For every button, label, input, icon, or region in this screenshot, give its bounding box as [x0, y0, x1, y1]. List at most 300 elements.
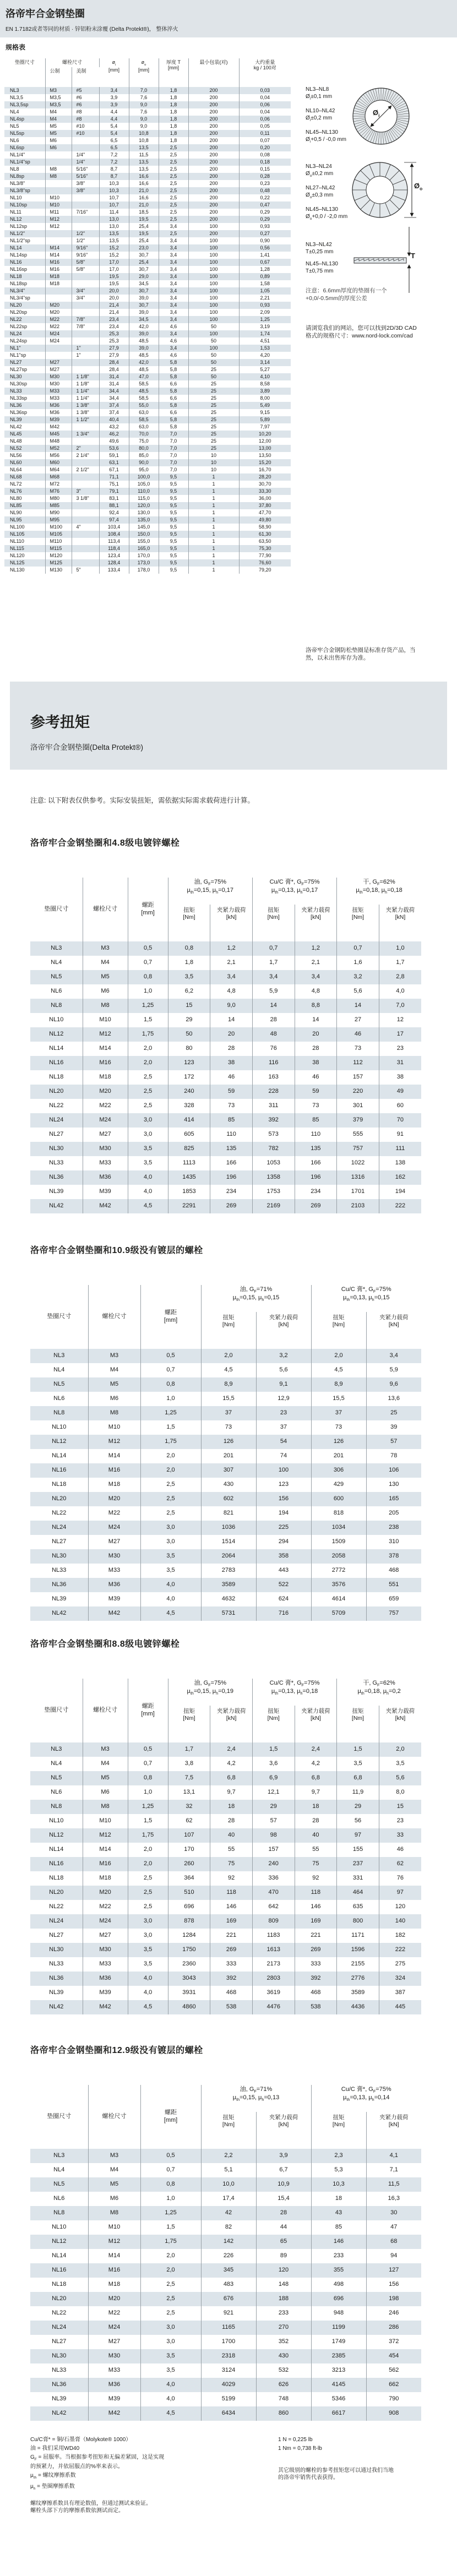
table-cell: 0,7 [252, 941, 295, 956]
table-cell: M30 [83, 1142, 128, 1156]
table-cell: NL5 [30, 1771, 83, 1785]
table-cell: 123,4 [99, 552, 129, 559]
table-row [4, 209, 291, 216]
table-cell: M6 [45, 137, 72, 144]
table-row [30, 2321, 421, 2335]
table-cell: 8,7 [99, 173, 129, 180]
table-cell: M12 [83, 1828, 128, 1843]
table-cell: 5,8 [159, 416, 188, 423]
table-cell: NL14 [30, 1449, 88, 1463]
table-row [30, 1142, 421, 1156]
table-cell: 3/8" [72, 187, 99, 194]
table-cell: 3,0 [140, 1535, 201, 1549]
table-cell: 1,5 [252, 1742, 295, 1757]
table-cell: M3 [88, 1349, 140, 1363]
table-row [4, 216, 291, 223]
table-cell: M3 [45, 87, 72, 94]
table-cell [72, 337, 99, 345]
table-cell: 3,0 [128, 1128, 168, 1142]
table-cell: 4,6 [159, 323, 188, 330]
table-cell: 200 [188, 194, 239, 201]
table-cell: 145,0 [129, 524, 159, 531]
table-cell: 42 [201, 2206, 256, 2220]
table-cell: 200 [188, 187, 239, 194]
table-cell: 15 [168, 999, 210, 1013]
table-cell: M72 [45, 481, 72, 488]
table-cell: 1 1/4" [72, 388, 99, 395]
table-row [30, 2177, 421, 2192]
table-cell: 21,4 [99, 302, 129, 309]
table-cell: M4 [45, 116, 72, 123]
table-cell: 97,4 [99, 516, 129, 524]
table-cell: 39,0 [129, 345, 159, 352]
col-torque: 扭矩 [Nm] [337, 905, 379, 941]
table-cell: 28,4 [99, 359, 129, 366]
table-cell: 0,5 [128, 1742, 168, 1757]
table-cell: 75 [295, 1857, 337, 1871]
table-cell: M6 [83, 1785, 128, 1800]
table-cell: 9,5 [159, 502, 188, 509]
footer-note: $\mu_h$ = 垫圈摩擦系数 [30, 2484, 75, 2491]
table-cell: 95,0 [129, 466, 159, 473]
table-cell: 4476 [252, 2000, 295, 2014]
table-row [4, 266, 291, 273]
table-cell: M4 [83, 956, 128, 970]
table-cell [72, 552, 99, 559]
table-cell: 194 [395, 1188, 406, 1195]
table-row [4, 137, 291, 144]
table-row [30, 1478, 421, 1492]
table-cell: NL14 [30, 1042, 83, 1056]
table-cell: 222 [395, 1202, 406, 1210]
table-cell: 3,4 [252, 970, 295, 984]
table-cell: 135 [210, 1142, 253, 1156]
table-cell [72, 216, 99, 223]
table-cell: M14 [88, 2249, 140, 2263]
table-cell: 1199 [311, 2321, 366, 2335]
table-cell [72, 559, 99, 567]
table-row [30, 1886, 421, 1900]
table-cell: 2,5 [128, 1871, 168, 1886]
table-cell: 148 [256, 2278, 311, 2292]
table-cell: M6 [83, 984, 128, 999]
table-cell: 67,1 [99, 466, 129, 473]
table-cell: 37 [256, 1420, 311, 1435]
table-cell: 120,0 [129, 502, 159, 509]
table-cell: 1,8 [159, 123, 188, 130]
table-cell: 25 [188, 438, 239, 445]
table-cell: 31,4 [99, 380, 129, 388]
table-cell: 100 [188, 309, 239, 316]
table-cell: 6,6 [159, 395, 188, 402]
table-row [4, 316, 291, 323]
table-cell: 3619 [252, 1986, 295, 2000]
col-bolt-size: 螺栓尺寸 [88, 1285, 140, 1349]
table-cell: 7,5 [168, 1771, 210, 1785]
table-cell: NL42 [30, 2406, 88, 2421]
table-cell [72, 359, 99, 366]
table-row [30, 2000, 421, 2014]
table-cell: M18 [45, 273, 72, 280]
footer-note: 1 N = 0,225 lb [278, 2437, 313, 2443]
table-row [4, 395, 291, 402]
table-cell: 624 [256, 1592, 311, 1606]
table-cell: 3,9 [99, 101, 129, 108]
table-cell: 3931 [168, 1986, 210, 2000]
table-cell: 18 [295, 1800, 337, 1814]
table-cell: NL16 [30, 1056, 83, 1070]
table-cell: 200 [188, 166, 239, 173]
table-cell: 3,2 [337, 970, 379, 984]
table-cell: 169 [295, 1914, 337, 1929]
table-cell: 0,27 [260, 231, 270, 237]
table-cell: NL8 [30, 1406, 88, 1420]
table-cell: 809 [252, 1914, 295, 1929]
table-cell: 59,1 [99, 452, 129, 459]
table-cell: 40 [210, 1828, 253, 1843]
table-cell: 676 [201, 2292, 256, 2306]
table-cell: 269 [295, 1199, 337, 1213]
table-cell: 80,0 [129, 445, 159, 452]
table-cell: 50 [188, 352, 239, 359]
table-cell: 4029 [201, 2378, 256, 2392]
col-torque: 扭矩 [Nm] [168, 905, 210, 941]
table-cell: 163 [252, 1070, 295, 1085]
table-cell: 28,20 [259, 474, 271, 480]
table-cell: 9,1 [256, 1377, 311, 1392]
table-row [30, 1957, 421, 1972]
table-cell [45, 230, 72, 237]
table-cell: 30,7 [129, 287, 159, 295]
table-cell: 8,58 [260, 381, 270, 387]
table-row [4, 280, 291, 287]
table-cell: 1 [188, 545, 239, 552]
table-cell: 6,8 [210, 1771, 253, 1785]
table-cell: 100,0 [129, 473, 159, 481]
table-cell: 1 3/8" [72, 409, 99, 416]
table-cell: 228 [252, 1085, 295, 1099]
col-pitch: 螺距 [mm] [140, 2085, 201, 2149]
table-cell: 13,6 [388, 1395, 400, 1402]
table-cell: 2,5 [159, 151, 188, 159]
table-cell: 28 [295, 1814, 337, 1828]
table-cell: 5709 [311, 1606, 366, 1621]
table-cell: M27 [83, 1929, 128, 1943]
table-cell: 15 [396, 1803, 404, 1810]
cad-download-note: 请浏览我们的网站，您可以找到2D/3D CAD 格式的规格尺寸：www.nord-lock.com/cad [306, 325, 417, 339]
table-cell: NL18 [30, 1070, 83, 1085]
table-row [30, 1113, 421, 1128]
table-cell: 392 [210, 1972, 253, 1986]
table-cell: 0,29 [260, 216, 270, 222]
footer-note: $\mu_{th}$ = 螺纹摩擦系数 [30, 2472, 76, 2480]
table-cell: NL42 [30, 1199, 83, 1213]
table-cell: 85,0 [129, 452, 159, 459]
table-cell: NL6 [30, 1785, 83, 1800]
table-cell: NL130 [4, 567, 45, 574]
table-cell: 3,4 [99, 87, 129, 94]
table-cell: NL60 [4, 459, 45, 466]
table-row [4, 273, 291, 280]
table-cell: 286 [389, 2324, 399, 2331]
table-cell: 0,04 [260, 95, 270, 101]
table-cell: 0,15 [260, 166, 270, 172]
table-cell: 1,0 [128, 1785, 168, 1800]
table-cell: 9,6 [389, 1381, 398, 1388]
table-cell [72, 137, 99, 144]
table-row [30, 1742, 421, 1757]
table-cell: NL18 [4, 273, 45, 280]
table-row [30, 1871, 421, 1886]
table-row [4, 423, 291, 431]
table-cell: 237 [337, 1857, 379, 1871]
torque-table-block-4-8 [30, 836, 421, 1213]
table-cell: 3,4 [159, 259, 188, 266]
table-row [4, 516, 291, 524]
table-cell: 234 [210, 1185, 253, 1199]
table-cell: 198 [389, 2295, 399, 2302]
table-cell: 2,5 [140, 2292, 201, 2306]
spec-table [4, 58, 291, 574]
table-cell [72, 509, 99, 516]
table-row [30, 2163, 421, 2177]
table-cell: 0,47 [260, 202, 270, 208]
table-cell: 1053 [252, 1156, 295, 1170]
table-row [4, 402, 291, 409]
table-cell: 38 [295, 1056, 337, 1070]
table-cell: 1701 [337, 1185, 379, 1199]
footer-conversions [278, 2436, 443, 2483]
table-cell: 1 1/8" [72, 373, 99, 380]
table-cell: 196 [295, 1170, 337, 1185]
table-cell: 20 [295, 1027, 337, 1042]
table-cell: NL18 [30, 1478, 88, 1492]
table-cell: 246 [389, 2310, 399, 2317]
table-cell: NL110 [4, 538, 45, 545]
table-cell: 38 [396, 1074, 404, 1081]
table-cell: 79,1 [99, 488, 129, 495]
table-cell: M20 [88, 1492, 140, 1506]
table-cell: 220 [337, 1085, 379, 1099]
table-cell: 551 [389, 1581, 399, 1588]
table-cell: 105,0 [129, 481, 159, 488]
table-cell: 73 [295, 1099, 337, 1113]
table-cell: 3,4 [210, 970, 253, 984]
table-cell: M22 [45, 316, 72, 323]
table-cell: M8 [83, 999, 128, 1013]
table-cell: 29 [337, 1800, 379, 1814]
table-cell: 3,4 [159, 273, 188, 280]
table-cell: 2173 [252, 1957, 295, 1972]
table-cell: M36 [83, 1170, 128, 1185]
table-cell: 821 [201, 1506, 256, 1521]
table-cell: 92 [210, 1871, 253, 1886]
table-cell: 17,0 [99, 259, 129, 266]
table-cell: 110,0 [129, 488, 159, 495]
washer-dimension-diagrams [347, 83, 457, 297]
table-cell: 28 [295, 1042, 337, 1056]
table-cell: 3,4 [159, 295, 188, 302]
table-cell [45, 151, 72, 159]
table-cell: 4145 [311, 2378, 366, 2392]
table-cell: 1 [188, 559, 239, 567]
table-cell: 3,4 [159, 330, 188, 337]
table-cell: NL36 [30, 1972, 83, 1986]
table-cell: 5/8" [72, 259, 99, 266]
table-cell: 1/2" [72, 230, 99, 237]
table-cell: 1,75 [140, 1435, 201, 1449]
table-cell: 166 [210, 1156, 253, 1170]
table-cell: 75,0 [129, 438, 159, 445]
table-cell: 28 [210, 1814, 253, 1828]
table-cell: 5,4 [99, 130, 129, 137]
table-cell: 115,0 [129, 495, 159, 502]
table-cell: 50 [188, 337, 239, 345]
table-cell: 140 [395, 1918, 406, 1925]
table-cell: 100 [188, 237, 239, 244]
table-cell: 1753 [252, 1185, 295, 1199]
table-row [4, 473, 291, 481]
table-cell: 2058 [311, 1549, 366, 1564]
table-cell: 40 [295, 1828, 337, 1843]
table-cell: M10 [88, 2220, 140, 2235]
table-cell: 1" [72, 352, 99, 359]
table-cell: 3/4" [72, 295, 99, 302]
table-cell: 2,2 [201, 2149, 256, 2163]
table-cell: 1 [188, 488, 239, 495]
table-row [4, 101, 291, 108]
footer-note: 1 Nm = 0,738 ft-lb [278, 2446, 322, 2452]
table-cell: NL36 [30, 2378, 88, 2392]
table-cell: 23 [396, 1045, 404, 1052]
table-cell: 13,5 [129, 159, 159, 166]
table-cell: M48 [45, 438, 72, 445]
table-cell: 182 [395, 1932, 406, 1939]
table-cell: 1,75 [140, 2235, 201, 2249]
torque-table [30, 878, 421, 1213]
table-cell: 19,5 [99, 273, 129, 280]
table-cell: 3213 [311, 2363, 366, 2378]
table-cell: NL5 [4, 123, 45, 130]
table-cell: NL3 [30, 1742, 83, 1757]
table-cell: M8 [88, 1406, 140, 1420]
table-cell: NL42 [30, 2000, 83, 2014]
table-cell: #10 [72, 123, 99, 130]
table-cell: 1 [188, 567, 239, 574]
table-cell: 355 [311, 2263, 366, 2278]
table-cell: M10 [45, 201, 72, 209]
table-cell: 4860 [168, 2000, 210, 2014]
table-cell: 7/16" [72, 209, 99, 216]
table-cell: 48,5 [129, 388, 159, 395]
table-row [4, 144, 291, 151]
table-cell: NL6sp [4, 144, 45, 151]
table-cell: 2169 [252, 1199, 295, 1213]
table-cell: 100 [188, 302, 239, 309]
table-row [30, 1013, 421, 1027]
table-cell: 58,5 [129, 380, 159, 388]
table-cell: 13,50 [259, 453, 271, 459]
table-cell: 2,0 [201, 1349, 256, 1363]
table-cell [72, 545, 99, 552]
table-cell: 150,0 [129, 531, 159, 538]
table-cell: 15,5 [201, 1392, 256, 1406]
table-cell: NL5 [30, 2177, 88, 2192]
col-torque: 扭矩 [Nm] [311, 1312, 366, 1349]
table-row [4, 409, 291, 416]
table-cell: M3 [83, 1742, 128, 1757]
table-cell: M27 [83, 1128, 128, 1142]
table-cell: 112 [337, 1056, 379, 1070]
table-cell: 600 [311, 1492, 366, 1506]
table-cell: 0,7 [128, 1757, 168, 1771]
table-cell: 9,5 [159, 473, 188, 481]
table-cell: 200 [188, 144, 239, 151]
table-cell: M5 [88, 2177, 140, 2192]
table-cell: 15,2 [99, 252, 129, 259]
col-pitch: 螺距 [mm] [140, 1285, 201, 1349]
table-cell: 331 [337, 1871, 379, 1886]
table-cell: 130,0 [129, 509, 159, 516]
table-cell: 3,89 [260, 388, 270, 394]
table-cell: NL6 [30, 2192, 88, 2206]
table-cell: 1,5 [140, 1420, 201, 1435]
table-cell: M22 [45, 323, 72, 330]
table-row [30, 1771, 421, 1785]
table-cell: 55,0 [129, 402, 159, 409]
table-cell: 142 [201, 2235, 256, 2249]
table-cell: 2,0 [140, 1463, 201, 1478]
table-cell: 790 [389, 2395, 399, 2403]
table-cell: M42 [83, 1199, 128, 1213]
table-cell: NL16sp [4, 266, 45, 273]
table-cell: NL3 [30, 941, 83, 956]
table-cell: 7,6 [129, 94, 159, 101]
table-cell: 4,6 [159, 352, 188, 359]
table-cell: 18 [311, 2192, 366, 2206]
table-cell: M5 [45, 123, 72, 130]
table-cell [72, 438, 99, 445]
table-cell: 2,0 [140, 2263, 201, 2278]
table-cell: 15,20 [259, 460, 271, 466]
table-cell: 5199 [201, 2392, 256, 2406]
table-cell: M39 [88, 2392, 140, 2406]
table-cell: 71,1 [99, 473, 129, 481]
table-row [30, 1392, 421, 1406]
table-cell: 7,0 [159, 466, 188, 473]
table-cell: NL4 [30, 2163, 88, 2177]
table-cell: 800 [337, 1914, 379, 1929]
table-cell: 324 [395, 1975, 406, 1982]
table-cell: 2,5 [128, 1070, 168, 1085]
table-cell: 12,9 [256, 1392, 311, 1406]
table-cell: 200 [188, 137, 239, 144]
table-cell: 1358 [252, 1170, 295, 1185]
col-clamp-load: 夹紧力载荷 [kN] [379, 1314, 409, 1328]
table-cell: 4,0 [128, 1185, 168, 1199]
table-cell: 75,1 [99, 481, 129, 488]
spec-table-heading: 规格表 [6, 43, 26, 51]
table-cell: 1,8 [159, 116, 188, 123]
table-cell: 2,1 [210, 956, 253, 970]
table-cell: M42 [88, 1606, 140, 1621]
table-row [4, 545, 291, 552]
table-cell: 118 [210, 1886, 253, 1900]
lubrication-condition-header: Cu/C 膏*, $G_F=75\%$ $\mu_{th}=0,13$, $\mu_h=0,17$ [252, 878, 336, 905]
table-cell: 12,1 [252, 1785, 295, 1800]
table-cell: 9,0 [129, 101, 159, 108]
table-cell: 6,7 [256, 2163, 311, 2177]
